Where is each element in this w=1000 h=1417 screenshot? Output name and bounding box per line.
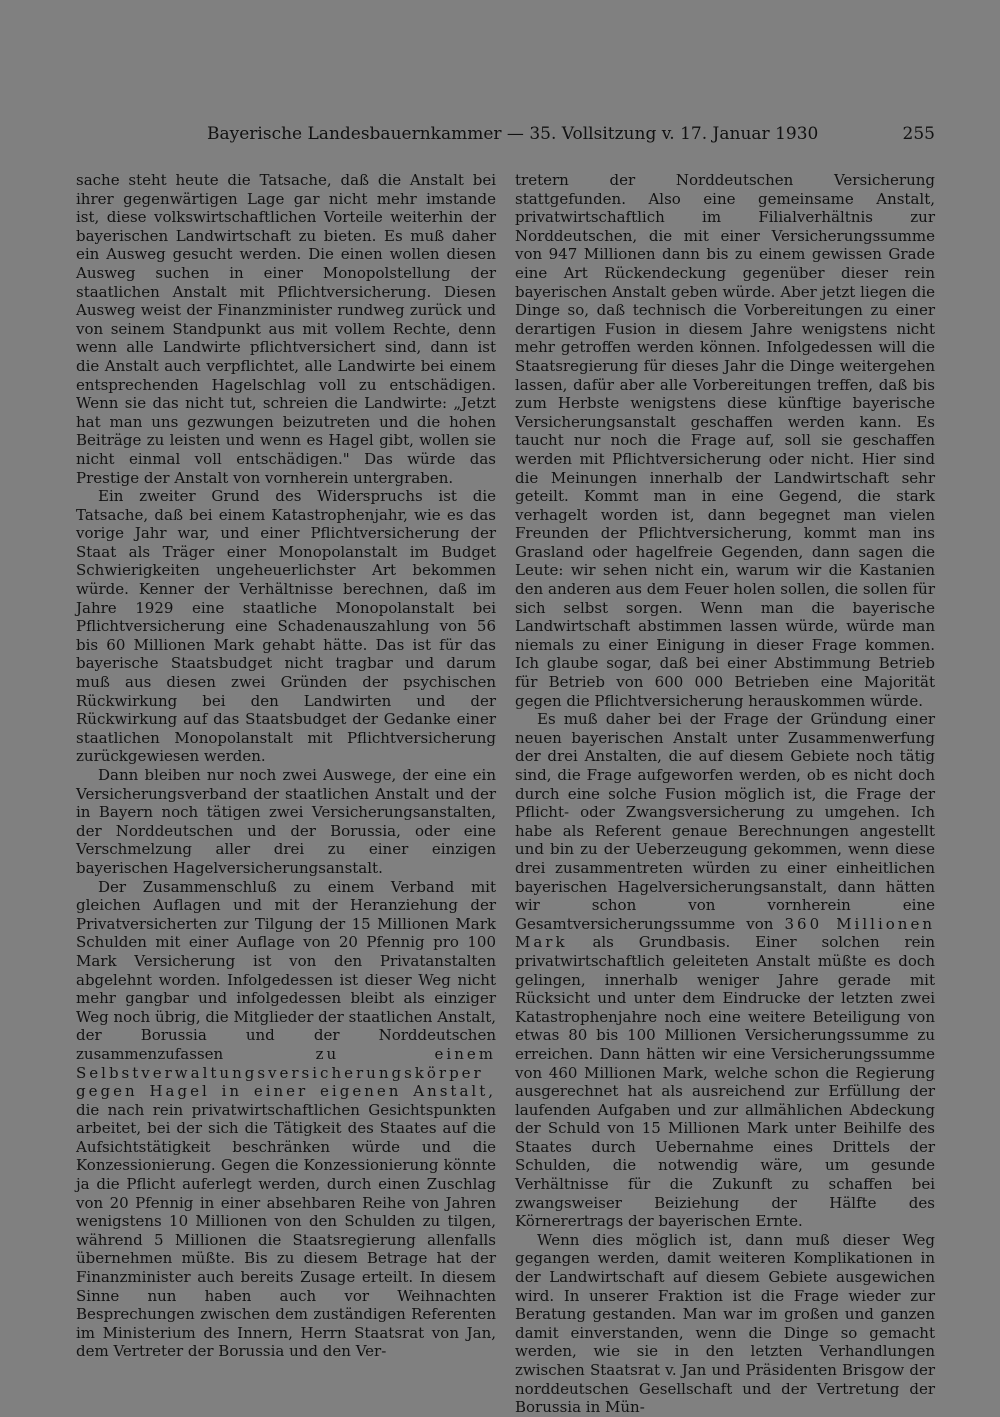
- paragraph: tretern der Norddeutschen Versicherung stattgefunden. Also eine gemeinsame Anstalt, privatwirtschaftlich im Filialverhältnis zur Norddeutschen, die mit einer Versicherungssumme von 947 Millionen dann bis zu einem gewissen Grade eine Art Rückendeckung gegenüber dieser rein bayerischen Anstalt geben würde. Aber jetzt liegen die Dinge so, daß technisch die Vorbereitungen zu einer derartigen Fusion in diesem Jahre wenigstens nicht mehr getroffen werden können. Infolgedessen will die Staatsregierung für dieses Jahr die Dinge weitergehen lassen, dafür aber alle Vorbereitungen treffen, daß bis zum Herbste wenigstens diese künftige bayerische Versicherungsanstalt geschaffen werden kann. Es taucht nur noch die Frage auf, soll sie geschaffen werden mit Pflichtversicherung oder nicht. Hier sind die Meinungen innerhalb der Landwirtschaft sehr geteilt. Kommt man in eine Gegend, die stark verhagelt worden ist, dann begegnet man vielen Freunden der Pflichtversicherung, kommt man ins Grasland oder hagelfreie Gegenden, dann sagen die Leute: wir sehen nicht ein, warum wir die Kastanien den anderen aus dem Feuer holen sollen, die sollen für sich selbst sorgen. Wenn man die bayerische Landwirtschaft abstimmen lassen würde, würde man niemals zu einer Einigung in dieser Frage kommen. Ich glaube sogar, daß bei einer Abstimmung Betrieb für Betrieb von 600 000 Betrieben eine Majorität gegen die Pflichtversicherung herauskommen würde.: [515, 171, 935, 710]
- emphasized-text: zu einem Selbstverwaltungsversicherungskörper gegen Hagel in einer eigenen Anstalt,: [76, 1044, 496, 1101]
- paragraph: sache steht heute die Tatsache, daß die Anstalt bei ihrer gegenwärtigen Lage gar nicht mehr imstande ist, diese volkswirtschaftlichen Vorteile weiterhin der bayerischen Landwirtschaft zu bieten. Es muß daher ein Ausweg gesucht werden. Die einen wollen diesen Ausweg suchen in einer Monopolstellung der staatlichen Anstalt mit Pflichtversicherung. Diesen Ausweg weist der Finanzminister rundweg zurück und von seinem Standpunkt aus mit vollem Rechte, denn wenn alle Landwirte pflichtversichert sind, dann ist die Anstalt auch verpflichtet, alle Landwirte bei einem entsprechenden Hagelschlag voll zu entschädigen. Wenn sie das nicht tut, schreien die Landwirte: „Jetzt hat man uns gezwungen beizutreten und die hohen Beiträge zu leisten und wenn es Hagel gibt, wollen sie nicht einmal voll entschädigen." Das würde das Prestige der Anstalt von vornherein untergraben.: [76, 171, 496, 487]
- header-title: Bayerische Landesbauernkammer — 35. Vollsitzung v. 17. Januar 1930: [207, 124, 819, 144]
- paragraph: [76, 878, 496, 1361]
- paragraph: Dann bleiben nur noch zwei Auswege, der eine ein Versicherungsverband der staatlichen Anstalt und der in Bayern noch tätigen zwei Versicherungsanstalten, der Norddeutschen und der Borussia, oder eine Verschmelzung aller drei zu einer einzigen bayerischen Hagelversicherungsanstalt.: [76, 766, 496, 877]
- paragraph-text: als Grundbasis. Einer solchen rein privatwirtschaftlich geleiteten Anstalt müßte es doch gelingen, innerhalb weniger Jahre gerade mit Rücksicht und unter dem Eindrucke der letzten zwei Katastrophenjahre noch eine weitere Beteiligung von etwas 80 bis 100 Millionen Versicherungssumme zu erreichen. Dann hätten wir eine Versicherungssumme von 460 Millionen Mark, welche schon die Regierung ausgerechnet hat als ausreichend zur Erfüllung der laufenden Aufgaben und zur allmählichen Abdeckung der Schuld von 15 Millionen Mark unter Beihilfe des Staates durch Uebernahme eines Drittels der Schulden, die notwendig wäre, um gesunde Verhältnisse für die Zukunft zu schaffen bei zwangsweiser Beiziehung der Hälfte des Körnerertrags der bayerischen Ernte.: [515, 933, 935, 1231]
- emphasized-text: 360 Millionen Mark: [515, 914, 935, 952]
- paragraph-text: Es muß daher bei der Frage der Gründung einer neuen bayerischen Anstalt unter Zusammenwerfung der drei Anstalten, die auf diesem Gebiete noch tätig sind, die Frage aufgeworfen werden, ob es nicht doch durch eine solche Fusion möglich ist, die Frage der Pflicht- oder Zwangsversicherung zu umgehen. Ich habe als Referent genaue Berechnungen angestellt und bin zu der Ueberzeugung gekommen, wenn diese drei zusammentreten würden zu einer einheitlichen bayerischen Hagelversicherungsanstalt, dann hätten wir schon von vornherein eine Gesamtversicherungssumme von: [515, 710, 935, 933]
- paragraph-text: Der Zusammenschluß zu einem Verband mit gleichen Auflagen und mit der Heranziehung der Privatversicherten zur Tilgung der 15 Millionen Mark Schulden mit einer Auflage von 20 Pfennig pro 100 Mark Versicherung ist von den Privatanstalten abgelehnt worden. Infolgedessen ist dieser Weg nicht mehr gangbar und infolgedessen bleibt als einziger Weg noch übrig, die Mitglieder der staatlichen Anstalt, der Borussia und der Norddeutschen zusammenzufassen: [76, 877, 496, 1063]
- running-header: [75, 124, 935, 148]
- left-column: [76, 171, 496, 1361]
- paragraph: [515, 710, 935, 1231]
- page-number: 255: [902, 124, 935, 144]
- right-column: [515, 171, 935, 1417]
- paragraph-text: die nach rein privatwirtschaftlichen Gesichtspunkten arbeitet, bei der sich die Tätigkeit des Staates auf die Aufsichtstätigkeit beschränken würde und die Konzessionierung. Gegen die Konzessionierung könnte ja die Pflicht auferlegt werden, durch einen Zuschlag von 20 Pfennig in einer absehbaren Reihe von Jahren wenigstens 10 Millionen von den Schulden zu tilgen, während 5 Millionen die Staatsregierung allenfalls übernehmen müßte. Bis zu diesem Betrage hat der Finanzminister auch bereits Zusage erteilt. In diesem Sinne nun haben auch vor Weihnachten Besprechungen zwischen dem zuständigen Referenten im Ministerium des Innern, Herrn Staatsrat von Jan, dem Vertreter der Borussia und den Ver-: [76, 1100, 496, 1361]
- paragraph: Ein zweiter Grund des Widerspruchs ist die Tatsache, daß bei einem Katastrophenjahr, wie es das vorige Jahr war, und einer Pflichtversicherung der Staat als Träger einer Monopolanstalt im Budget Schwierigkeiten ungeheuerlichster Art bekommen würde. Kenner der Verhältnisse berechnen, daß im Jahre 1929 eine staatliche Monopolanstalt bei Pflichtversicherung eine Schadenauszahlung von 56 bis 60 Millionen Mark gehabt hätte. Das ist für das bayerische Staatsbudget nicht tragbar und darum muß aus diesen zwei Gründen der psychischen Rückwirkung bei den Landwirten und der Rückwirkung auf das Staatsbudget der Gedanke einer staatlichen Monopolanstalt mit Pflichtversicherung zurückgewiesen werden.: [76, 487, 496, 766]
- paragraph: Wenn dies möglich ist, dann muß dieser Weg gegangen werden, damit weiteren Komplikationen in der Landwirtschaft auf diesem Gebiete ausgewichen wird. In unserer Fraktion ist die Frage wieder zur Beratung gestanden. Man war im großen und ganzen damit einverstanden, wenn die Dinge so gemacht werden, wie sie in den letzten Verhandlungen zwischen Staatsrat v. Jan und Präsidenten Brisgow der norddeutschen Gesellschaft und der Vertretung der Borussia in Mün-: [515, 1230, 935, 1417]
